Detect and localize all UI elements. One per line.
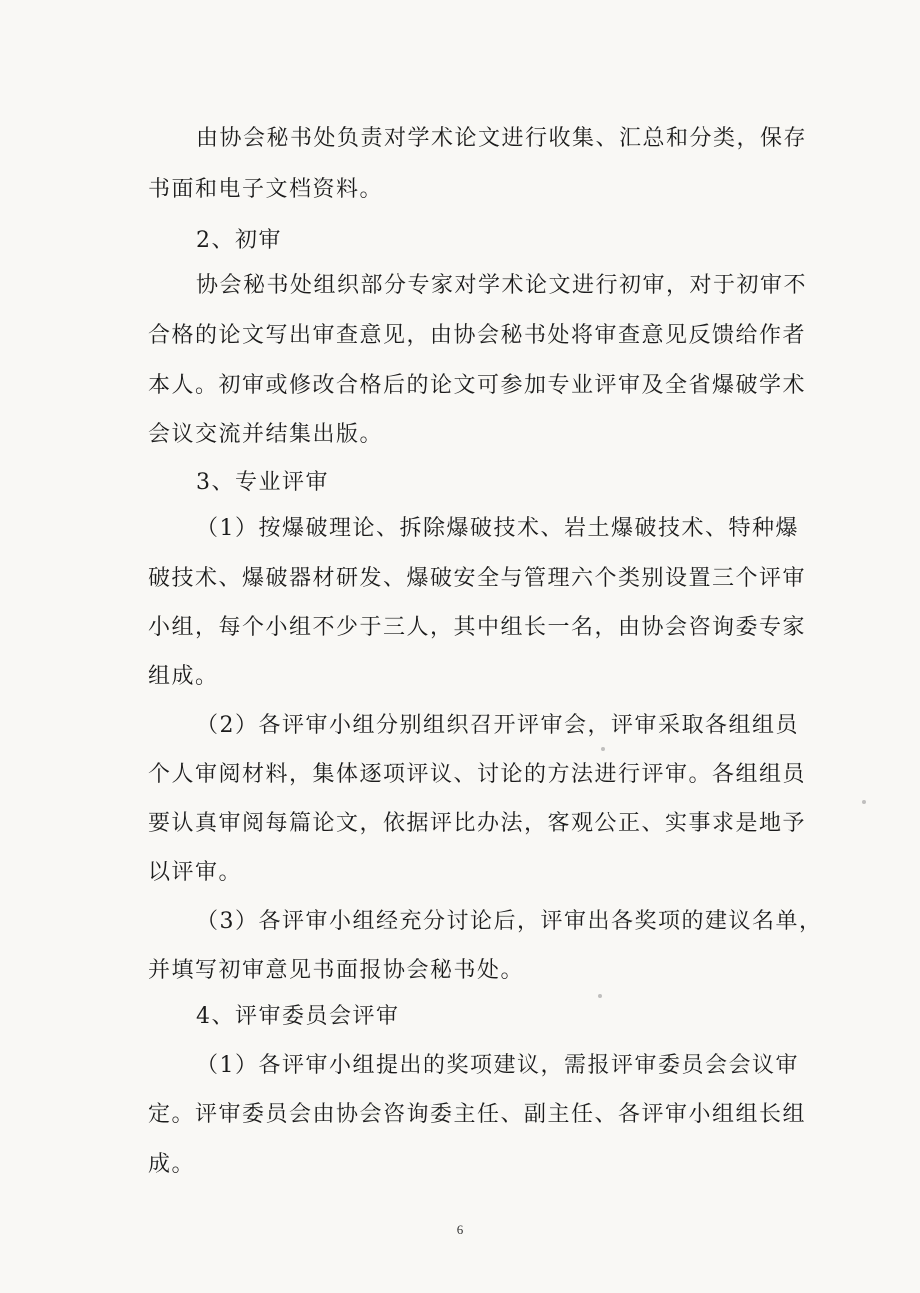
paragraph-line: （1）各评审小组提出的奖项建议，需报评审委员会会议审 bbox=[196, 1053, 799, 1078]
scan-speck bbox=[601, 747, 605, 751]
paragraph-line: 合格的论文写出审查意见，由协会秘书处将审查意见反馈给作者 bbox=[148, 323, 807, 348]
paragraph-line: 本人。初审或修改合格后的论文可参加专业评审及全省爆破学术 bbox=[148, 373, 807, 398]
paragraph-line: 由协会秘书处负责对学术论文进行收集、汇总和分类，保存 bbox=[196, 126, 808, 151]
section-heading: 3、专业评审 bbox=[196, 470, 329, 495]
paragraph-line: 以评审。 bbox=[148, 860, 243, 885]
scan-speck bbox=[598, 994, 602, 998]
paragraph-line: （1）按爆破理论、拆除爆破技术、岩土爆破技术、特种爆 bbox=[196, 516, 799, 541]
page-number: 6 bbox=[456, 1222, 464, 1237]
paragraph-line: 小组，每个小组不少于三人，其中组长一名，由协会咨询委专家 bbox=[148, 615, 807, 640]
section-heading: 4、评审委员会评审 bbox=[196, 1004, 400, 1029]
paragraph-line: 组成。 bbox=[148, 664, 219, 689]
section-heading: 2、初审 bbox=[196, 228, 282, 253]
paragraph-line: 定。评审委员会由协会咨询委主任、副主任、各评审小组组长组 bbox=[148, 1102, 807, 1127]
paragraph-line: 要认真审阅每篇论文，依据评比办法，客观公正、实事求是地予 bbox=[148, 811, 807, 836]
paragraph-line: 协会秘书处组织部分专家对学术论文进行初审，对于初审不 bbox=[196, 273, 808, 298]
paragraph-line: 成。 bbox=[148, 1152, 196, 1177]
paragraph-line: 个人审阅材料，集体逐项评议、讨论的方法进行评审。各组组员 bbox=[148, 762, 807, 787]
paragraph-line: 并填写初审意见书面报协会秘书处。 bbox=[148, 958, 525, 983]
paragraph-line: 破技术、爆破器材研发、爆破安全与管理六个类别设置三个评审 bbox=[148, 566, 807, 591]
scan-speck bbox=[862, 800, 866, 804]
paragraph-line: （2）各评审小组分别组织召开评审会，评审采取各组组员 bbox=[196, 713, 799, 738]
paragraph-line: 书面和电子文档资料。 bbox=[148, 177, 384, 202]
paragraph-line: （3）各评审小组经充分讨论后，评审出各奖项的建议名单， bbox=[196, 909, 823, 934]
paragraph-line: 会议交流并结集出版。 bbox=[148, 422, 384, 447]
